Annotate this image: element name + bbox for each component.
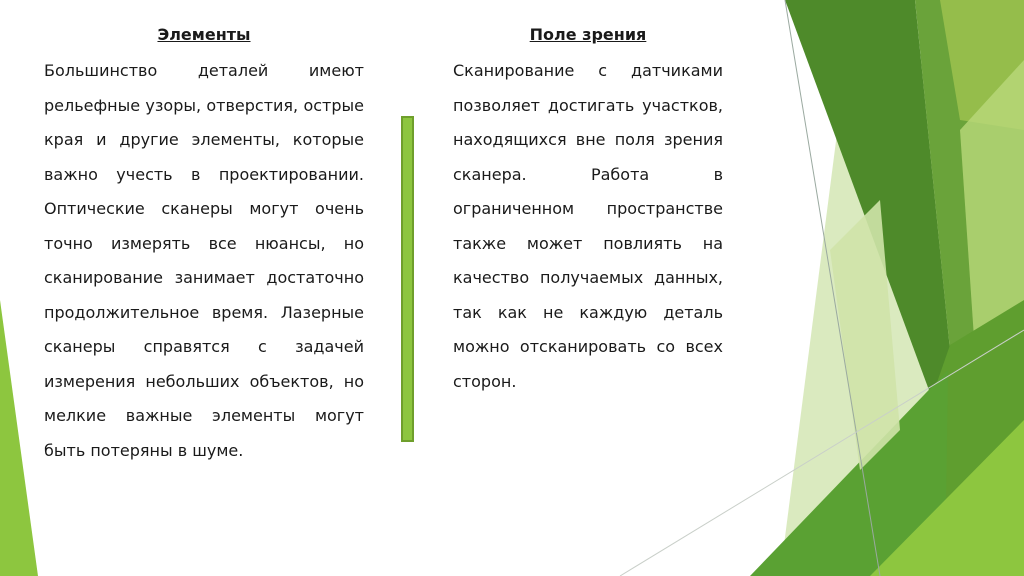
elements-text: Большинство деталей имеют рельефные узоры, отверстия, острые края и другие элементы, которые важно учесть в проектировании. Оптические сканеры могут очень точно измерять все нюансы, но сканирование занимает достаточно продолжительное время. Лазерные сканеры справятся с задачей измерения небольших объектов, но мелкие важные элементы могут быть потеряны в шуме. (44, 61, 364, 460)
field-of-view-column (453, 22, 723, 399)
left-edge-shape (0, 300, 38, 576)
elements-column (44, 22, 364, 468)
elements-heading: Элементы (157, 25, 251, 44)
field-of-view-heading: Поле зрения (529, 25, 647, 44)
column-divider (401, 116, 414, 442)
field-of-view-text: Сканирование с датчиками позволяет достигать участков, находящихся вне поля зрения сканера. Работа в ограниченном пространстве также может повлиять на качество получаемых данных, так как не каждую деталь можно отсканировать со всех сторон. (453, 61, 723, 391)
